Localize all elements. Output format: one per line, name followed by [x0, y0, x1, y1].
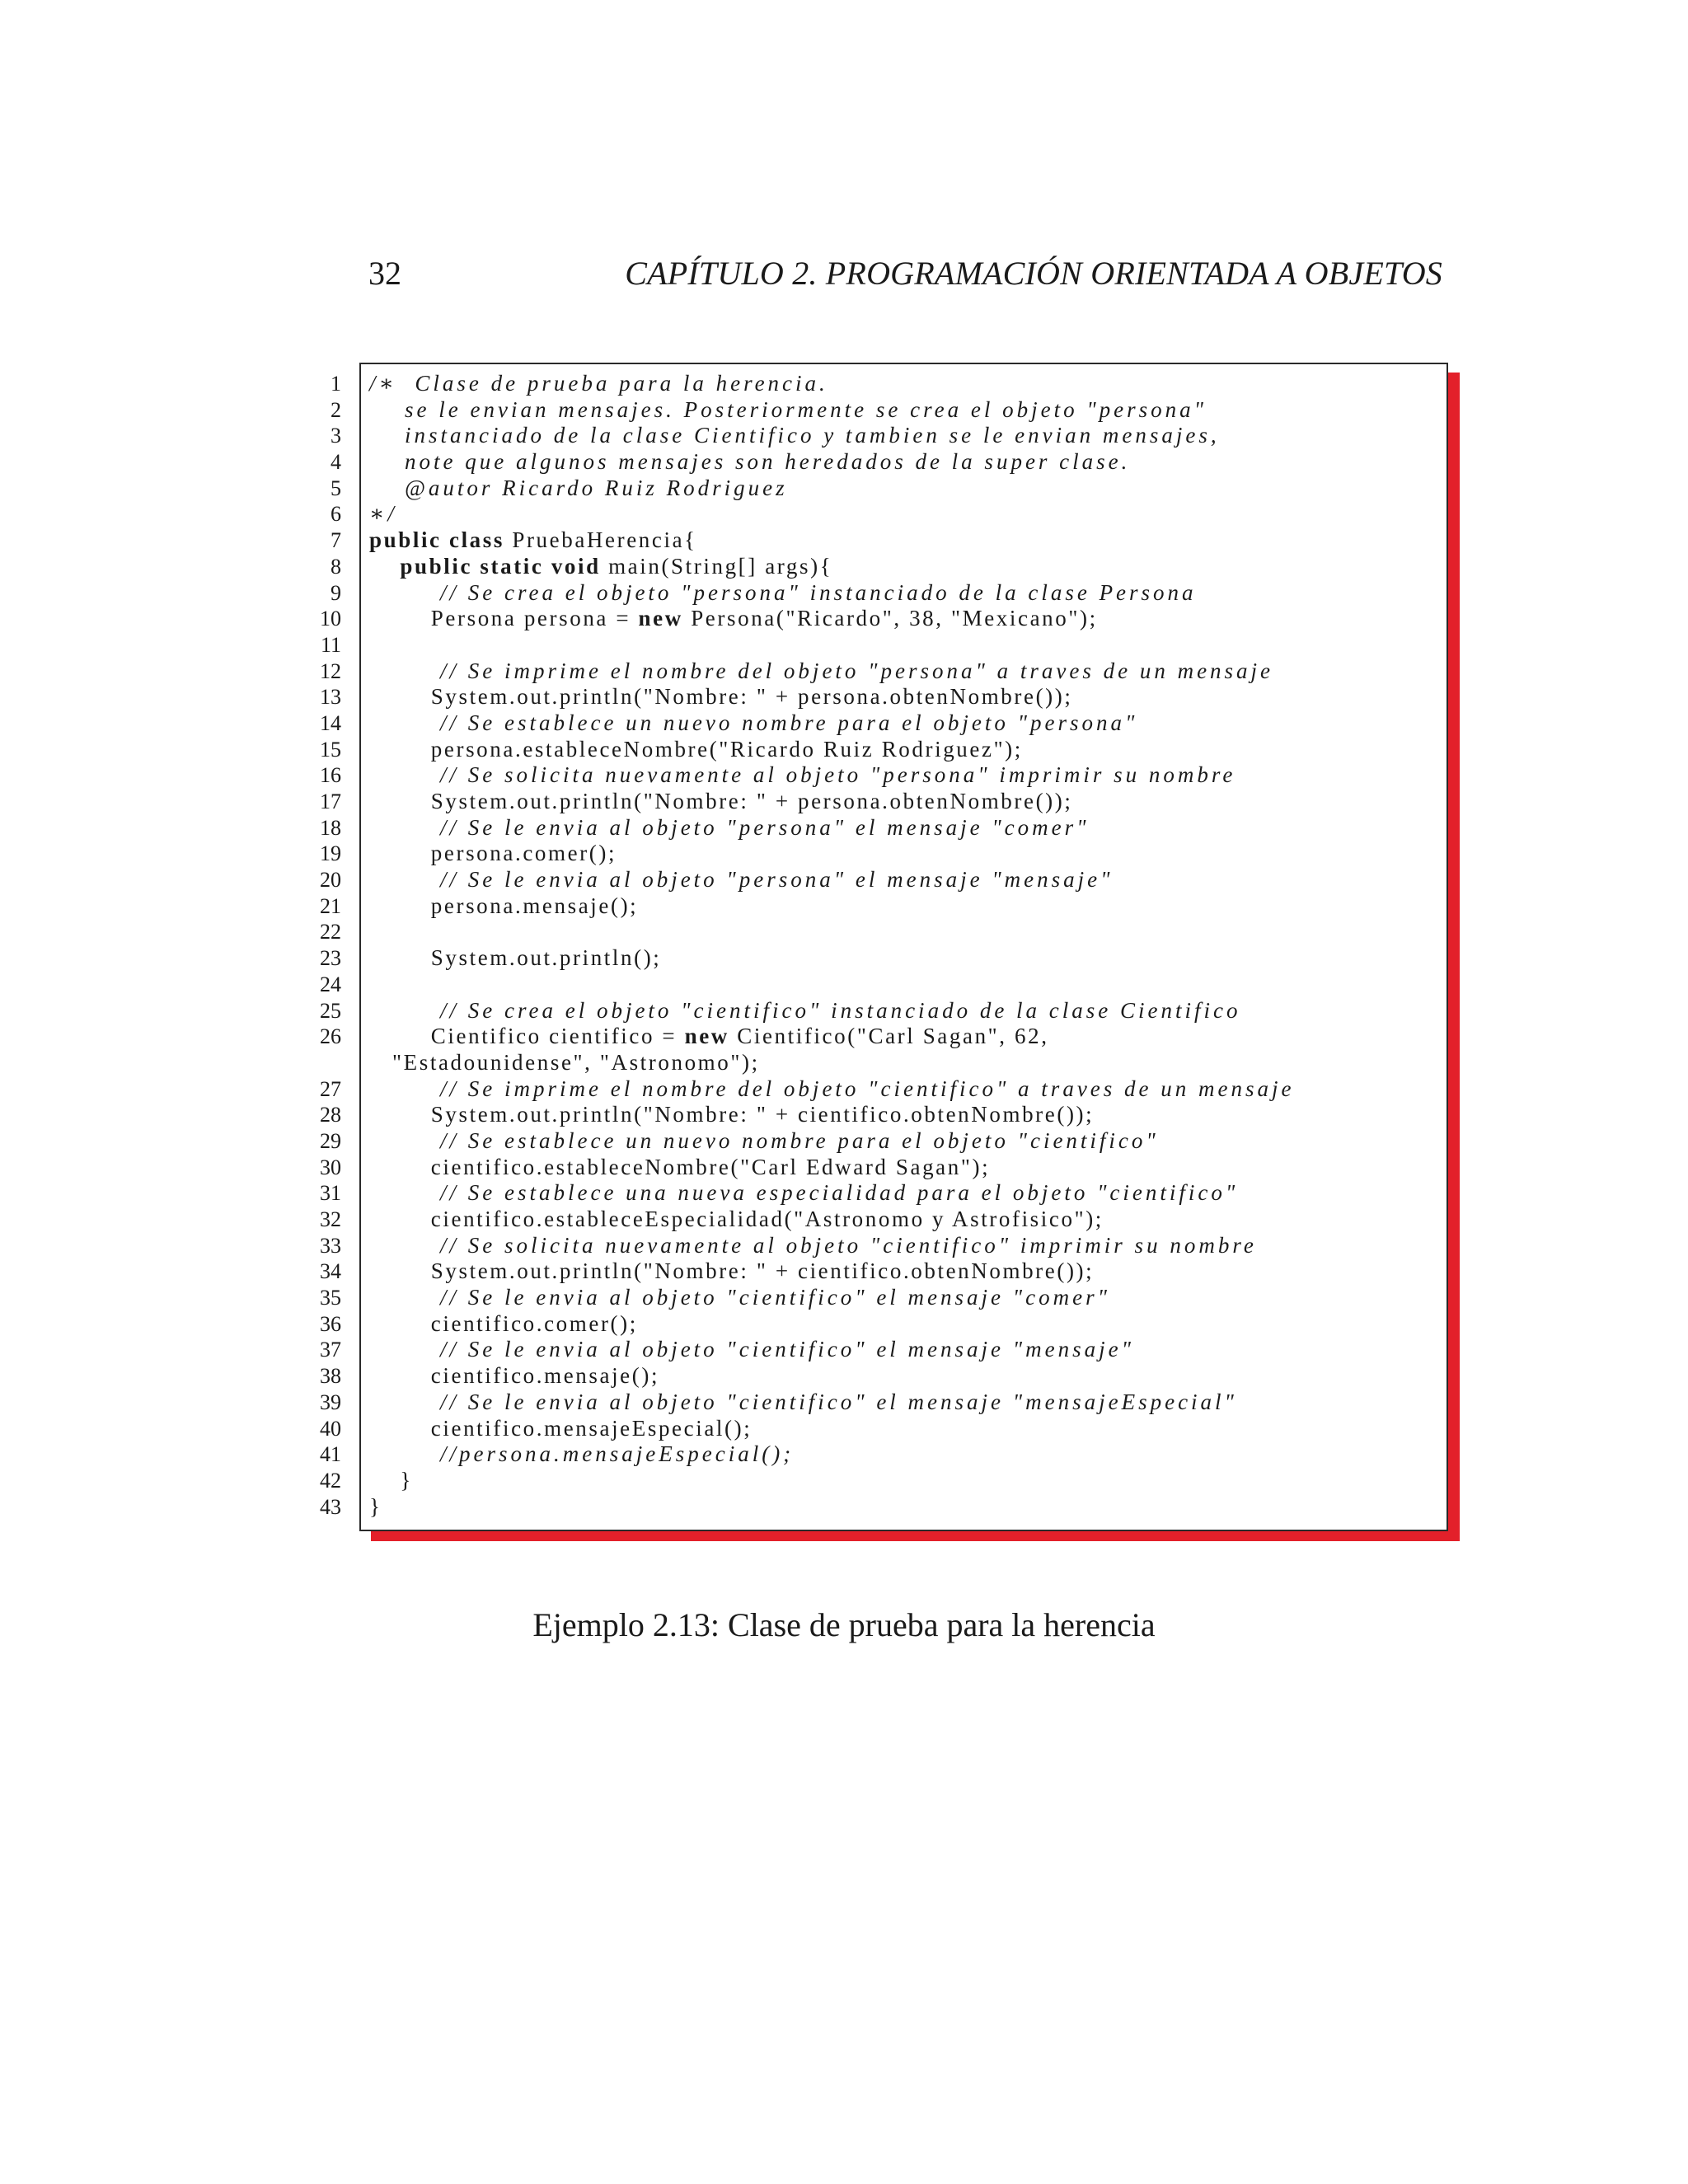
- code-line: [369, 1207, 1441, 1233]
- line-number: 39: [320, 1390, 341, 1414]
- code-line: [369, 1363, 1441, 1390]
- code-text: cientifico.mensaje();: [369, 1363, 660, 1389]
- code-text: persona.mensaje();: [369, 893, 639, 918]
- code-comment: se le envian mensajes. Posteriormente se crea el objeto "persona": [369, 396, 1207, 422]
- code-comment: // Se le envia al objeto "persona" el mensaje "comer": [369, 814, 1090, 840]
- line-number: 13: [320, 685, 341, 710]
- line-number: 23: [320, 946, 341, 971]
- page-number: 32: [368, 255, 401, 292]
- line-number: 15: [320, 737, 341, 762]
- code-text: Persona persona =: [369, 606, 639, 631]
- code-body: [369, 371, 1441, 1520]
- line-number: 28: [320, 1103, 341, 1127]
- code-keyword: new: [638, 606, 683, 631]
- code-line: [369, 789, 1441, 815]
- line-number: 31: [320, 1181, 341, 1206]
- line-number: 27: [320, 1076, 341, 1101]
- code-text: cientifico.estableceEspecialidad("Astronomo y Astrofisico");: [369, 1207, 1104, 1231]
- code-line: [369, 606, 1441, 632]
- code-line: [369, 919, 1441, 945]
- code-line: [369, 423, 1441, 449]
- code-text: System.out.println("Nombre: " + cientifico.obtenNombre());: [369, 1102, 1095, 1127]
- code-comment: // Se imprime el nombre del objeto "cientifico" a traves de un mensaje: [369, 1076, 1295, 1101]
- line-number: 3: [331, 424, 341, 448]
- code-text: "Estadounidense", "Astronomo");: [369, 1049, 760, 1075]
- line-number: 29: [320, 1128, 341, 1153]
- listing-caption: Ejemplo 2.13: Clase de prueba para la herencia: [532, 1606, 1156, 1643]
- code-text: }: [369, 1493, 382, 1519]
- code-comment: //persona.mensajeEspecial();: [369, 1441, 795, 1467]
- code-comment: instanciado de la clase Cientifico y tambien se le envian mensajes,: [369, 423, 1220, 448]
- code-line: [369, 945, 1441, 972]
- code-line: [369, 501, 1441, 527]
- code-keyword: new: [684, 1024, 729, 1049]
- code-keyword: public class: [369, 527, 504, 553]
- code-line: [369, 867, 1441, 893]
- code-text: System.out.println("Nombre: " + persona.obtenNombre());: [369, 789, 1073, 813]
- code-text: Cientifico cientifico =: [369, 1024, 685, 1049]
- line-number: 1: [331, 372, 341, 396]
- code-line: [369, 476, 1441, 502]
- code-line: [369, 1311, 1441, 1338]
- line-number: 22: [320, 920, 341, 944]
- code-comment: note que algunos mensajes son heredados de la super clase.: [369, 449, 1131, 475]
- code-line: [369, 1102, 1441, 1128]
- code-line: [369, 1494, 1441, 1521]
- line-number: 5: [331, 476, 341, 500]
- line-number: 40: [320, 1416, 341, 1441]
- code-keyword: public static void: [400, 553, 601, 579]
- line-number: 18: [320, 815, 341, 840]
- code-line: [369, 554, 1441, 580]
- code-line: [369, 998, 1441, 1024]
- line-number: 36: [320, 1311, 341, 1336]
- code-line: [369, 1441, 1441, 1468]
- code-comment: // Se establece una nueva especialidad para el objeto "cientifico": [369, 1180, 1239, 1206]
- code-line: [369, 658, 1441, 685]
- code-line: [369, 893, 1441, 920]
- code-comment: // Se le envia al objeto "persona" el mensaje "mensaje": [369, 867, 1114, 893]
- line-number: 35: [320, 1286, 341, 1310]
- code-text: cientifico.comer();: [369, 1310, 638, 1336]
- code-comment: /∗ Clase de prueba para la herencia.: [369, 371, 828, 396]
- line-number: 2: [331, 397, 341, 422]
- code-comment: // Se le envia al objeto "cientifico" el mensaje "mensajeEspecial": [369, 1389, 1237, 1414]
- line-number: 43: [320, 1494, 341, 1519]
- line-number-gutter: [305, 371, 341, 1520]
- line-number: 34: [320, 1259, 341, 1284]
- line-number: 26: [320, 1024, 341, 1049]
- line-number: 11: [320, 632, 341, 657]
- line-number: 42: [320, 1468, 341, 1493]
- code-comment: // Se le envia al objeto "cientifico" el mensaje "comer": [369, 1285, 1110, 1310]
- code-text: Persona("Ricardo", 38, "Mexicano");: [682, 606, 1098, 631]
- code-text: System.out.println("Nombre: " + persona.obtenNombre());: [369, 684, 1073, 710]
- line-number: 6: [331, 502, 341, 527]
- line-number: 21: [320, 893, 341, 918]
- code-comment: // Se establece un nuevo nombre para el objeto "cientifico": [369, 1127, 1159, 1153]
- code-line: [369, 1258, 1441, 1285]
- code-comment: // Se le envia al objeto "cientifico" el mensaje "mensaje": [369, 1337, 1134, 1362]
- line-number: 14: [320, 710, 341, 735]
- code-line: [369, 1155, 1441, 1181]
- chapter-title: CAPÍTULO 2. PROGRAMACIÓN ORIENTADA A OBJETOS: [625, 255, 1442, 292]
- code-line: [369, 1285, 1441, 1311]
- code-line: [369, 841, 1441, 867]
- code-line: [369, 1128, 1441, 1155]
- code-line: [369, 1233, 1441, 1259]
- code-text: System.out.println();: [369, 945, 662, 971]
- line-number: 7: [331, 528, 341, 553]
- code-text: persona.estableceNombre("Ricardo Ruiz Rodriguez");: [369, 736, 1023, 762]
- code-line: [369, 449, 1441, 476]
- code-text: }: [369, 1467, 413, 1493]
- line-number: 16: [320, 763, 341, 788]
- code-comment: ∗/: [369, 501, 397, 527]
- code-line: [369, 1180, 1441, 1207]
- line-number: 38: [320, 1364, 341, 1389]
- code-line: [369, 1076, 1441, 1103]
- line-number: 19: [320, 841, 341, 866]
- code-line: [369, 1390, 1441, 1416]
- code-line: [369, 371, 1441, 397]
- code-line: [369, 737, 1441, 763]
- code-line: [369, 1050, 1441, 1076]
- code-text: PruebaHerencia{: [504, 527, 697, 553]
- code-line: [369, 1468, 1441, 1494]
- line-number: 37: [320, 1338, 341, 1362]
- code-line: [369, 762, 1441, 789]
- line-number: 4: [331, 450, 341, 475]
- code-comment: // Se solicita nuevamente al objeto "cientifico" imprimir su nombre: [369, 1232, 1257, 1258]
- code-line: [369, 397, 1441, 424]
- code-text: cientifico.estableceNombre("Carl Edward Sagan");: [369, 1154, 991, 1179]
- code-text: [369, 554, 400, 579]
- line-number: 25: [320, 998, 341, 1023]
- code-line: [369, 815, 1441, 841]
- line-number: 33: [320, 1233, 341, 1258]
- line-number: 32: [320, 1207, 341, 1231]
- line-number: 20: [320, 868, 341, 893]
- line-number: 12: [320, 658, 341, 683]
- code-text: main(String[] args){: [600, 553, 833, 579]
- code-line: [369, 580, 1441, 607]
- code-line: [369, 1337, 1441, 1363]
- code-comment: // Se crea el objeto "cientifico" instanciado de la clase Cientifico: [369, 997, 1241, 1023]
- code-line: [369, 1024, 1441, 1050]
- code-line: [369, 632, 1441, 658]
- code-text: persona.comer();: [369, 841, 617, 866]
- line-number: 8: [331, 554, 341, 579]
- code-comment: // Se crea el objeto "persona" instanciado de la clase Persona: [369, 579, 1197, 605]
- code-comment: // Se establece un nuevo nombre para el objeto "persona": [369, 710, 1138, 735]
- line-number: [305, 1050, 341, 1076]
- code-text: Cientifico("Carl Sagan", 62,: [729, 1024, 1049, 1049]
- line-number: 10: [320, 607, 341, 631]
- line-number: 17: [320, 790, 341, 813]
- line-number: 30: [320, 1155, 341, 1179]
- code-text: cientifico.mensajeEspecial();: [369, 1415, 753, 1441]
- code-comment: // Se imprime el nombre del objeto "persona" a traves de un mensaje: [369, 658, 1274, 683]
- line-number: 9: [331, 580, 341, 605]
- code-comment: // Se solicita nuevamente al objeto "persona" imprimir su nombre: [369, 762, 1236, 788]
- code-line: [369, 684, 1441, 710]
- line-number: 41: [320, 1442, 341, 1467]
- code-line: [369, 1416, 1441, 1442]
- code-comment: @autor Ricardo Ruiz Rodriguez: [369, 475, 788, 500]
- line-number: 24: [320, 972, 341, 996]
- code-text: System.out.println("Nombre: " + cientifico.obtenNombre());: [369, 1258, 1095, 1284]
- code-line: [369, 710, 1441, 737]
- page-header: [368, 254, 1442, 295]
- code-line: [369, 527, 1441, 554]
- code-line: [369, 972, 1441, 998]
